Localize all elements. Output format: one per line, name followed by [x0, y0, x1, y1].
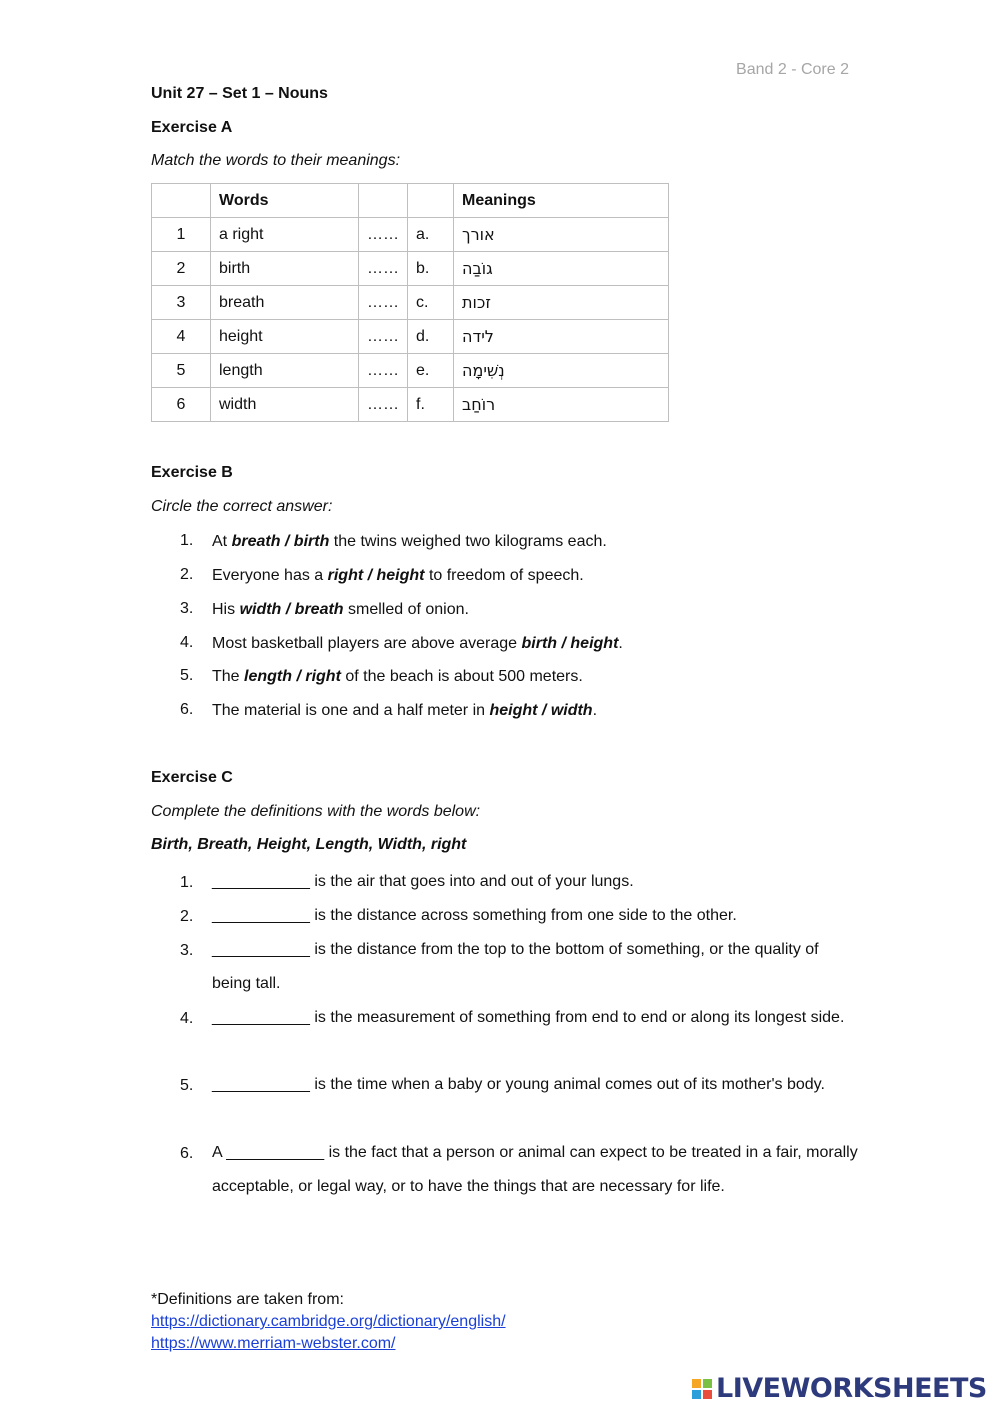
row-word: birth	[211, 252, 359, 286]
row-meaning: רוֹחַב	[454, 388, 669, 422]
definition-text[interactable]: ___________ is the distance across something from one side to the other.	[212, 907, 737, 924]
item-number: 5.	[180, 1077, 194, 1094]
row-word: length	[211, 354, 359, 388]
answer-choice[interactable]: width / breath	[239, 601, 344, 618]
list-item	[180, 908, 860, 933]
unit-title: Unit 27 – Set 1 – Nouns	[151, 85, 328, 102]
table-row	[152, 354, 669, 388]
merriam-webster-link[interactable]: https://www.merriam-webster.com/	[151, 1335, 396, 1352]
answer-choice[interactable]: breath / birth	[231, 533, 330, 550]
item-number: 5.	[180, 667, 194, 684]
row-letter: d.	[408, 320, 454, 354]
definition-text[interactable]: A ___________ is the fact that a person or animal can expect to be treated in a fair, morally acceptable, or legal way, or to have the things that are necessary for life.	[212, 1144, 858, 1195]
table-header-row	[152, 184, 669, 218]
item-number: 2.	[180, 908, 194, 925]
row-number: 6	[152, 388, 211, 422]
row-meaning: לידה	[454, 320, 669, 354]
exercise-c-instruction: Complete the definitions with the words below:	[151, 803, 481, 820]
exercise-c-title: Exercise C	[151, 769, 233, 786]
answer-blank[interactable]: ……	[359, 252, 408, 286]
table-row	[152, 252, 669, 286]
footer-sources	[151, 1289, 506, 1355]
item-number: 1.	[180, 532, 194, 549]
row-letter: b.	[408, 252, 454, 286]
list-item: 6. The material is one and a half meter in height / width.	[180, 701, 598, 719]
row-word: width	[211, 388, 359, 422]
logo-text: LIVEWORKSHEETS	[716, 1373, 987, 1404]
row-meaning: זכות	[454, 286, 669, 320]
list-item	[180, 1145, 860, 1204]
exercise-b-instruction: Circle the correct answer:	[151, 498, 333, 515]
row-word: height	[211, 320, 359, 354]
row-meaning: גוֹבַה	[454, 252, 669, 286]
row-word: breath	[211, 286, 359, 320]
answer-choice[interactable]: right / height	[327, 567, 425, 584]
answer-blank[interactable]: ……	[359, 286, 408, 320]
table-row	[152, 388, 669, 422]
answer-blank[interactable]: ……	[359, 218, 408, 252]
matching-table	[151, 183, 669, 422]
row-number: 3	[152, 286, 211, 320]
answer-choice[interactable]: height / width	[489, 702, 593, 719]
item-number: 1.	[180, 874, 194, 891]
item-number: 6.	[180, 701, 194, 718]
list-item	[180, 942, 860, 1001]
row-letter: f.	[408, 388, 454, 422]
exercise-a-title: Exercise A	[151, 119, 233, 136]
row-number: 5	[152, 354, 211, 388]
answer-choice[interactable]: birth / height	[521, 635, 619, 652]
col-meanings-header: Meanings	[454, 184, 669, 218]
band-label: Band 2 - Core 2	[736, 61, 849, 78]
row-meaning: נְשִׁימָה	[454, 354, 669, 388]
row-number: 1	[152, 218, 211, 252]
row-number: 4	[152, 320, 211, 354]
list-item: 3. His width / breath smelled of onion.	[180, 600, 469, 618]
col-words-header: Words	[211, 184, 359, 218]
definition-text[interactable]: ___________ is the distance from the top to the bottom of something, or the quality of being tall.	[212, 941, 819, 992]
row-word: a right	[211, 218, 359, 252]
list-item: 4. Most basketball players are above average birth / height.	[180, 634, 623, 652]
exercise-a-instruction: Match the words to their meanings:	[151, 152, 401, 169]
answer-blank[interactable]: ……	[359, 388, 408, 422]
exercise-b-title: Exercise B	[151, 464, 233, 481]
answer-choice[interactable]: length / right	[244, 668, 341, 685]
definition-text[interactable]: ___________ is the time when a baby or young animal comes out of its mother's body.	[212, 1076, 825, 1093]
sources-note: *Definitions are taken from:	[151, 1291, 344, 1308]
item-number: 4.	[180, 1010, 194, 1027]
item-number: 3.	[180, 600, 194, 617]
liveworksheets-logo	[692, 1373, 987, 1404]
row-letter: e.	[408, 354, 454, 388]
answer-blank[interactable]: ……	[359, 354, 408, 388]
row-letter: c.	[408, 286, 454, 320]
list-item: 5. The length / right of the beach is about 500 meters.	[180, 667, 583, 685]
logo-grid-icon	[692, 1379, 712, 1399]
answer-blank[interactable]: ……	[359, 320, 408, 354]
item-number: 3.	[180, 942, 194, 959]
definition-text[interactable]: ___________ is the measurement of something from end to end or along its longest side.	[212, 1009, 845, 1026]
row-meaning: אורך	[454, 218, 669, 252]
list-item: 2. Everyone has a right / height to freedom of speech.	[180, 566, 584, 584]
definition-text[interactable]: ___________ is the air that goes into and out of your lungs.	[212, 873, 634, 890]
row-letter: a.	[408, 218, 454, 252]
cambridge-link[interactable]: https://dictionary.cambridge.org/dictionary/english/	[151, 1313, 506, 1330]
item-number: 2.	[180, 566, 194, 583]
list-item	[180, 1077, 860, 1102]
table-row	[152, 286, 669, 320]
list-item	[180, 874, 860, 899]
word-bank: Birth, Breath, Height, Length, Width, right	[151, 836, 467, 853]
list-item: 1. At breath / birth the twins weighed two kilograms each.	[180, 532, 607, 550]
item-number: 6.	[180, 1145, 194, 1162]
list-item	[180, 1010, 860, 1035]
row-number: 2	[152, 252, 211, 286]
table-row	[152, 320, 669, 354]
table-row	[152, 218, 669, 252]
item-number: 4.	[180, 634, 194, 651]
